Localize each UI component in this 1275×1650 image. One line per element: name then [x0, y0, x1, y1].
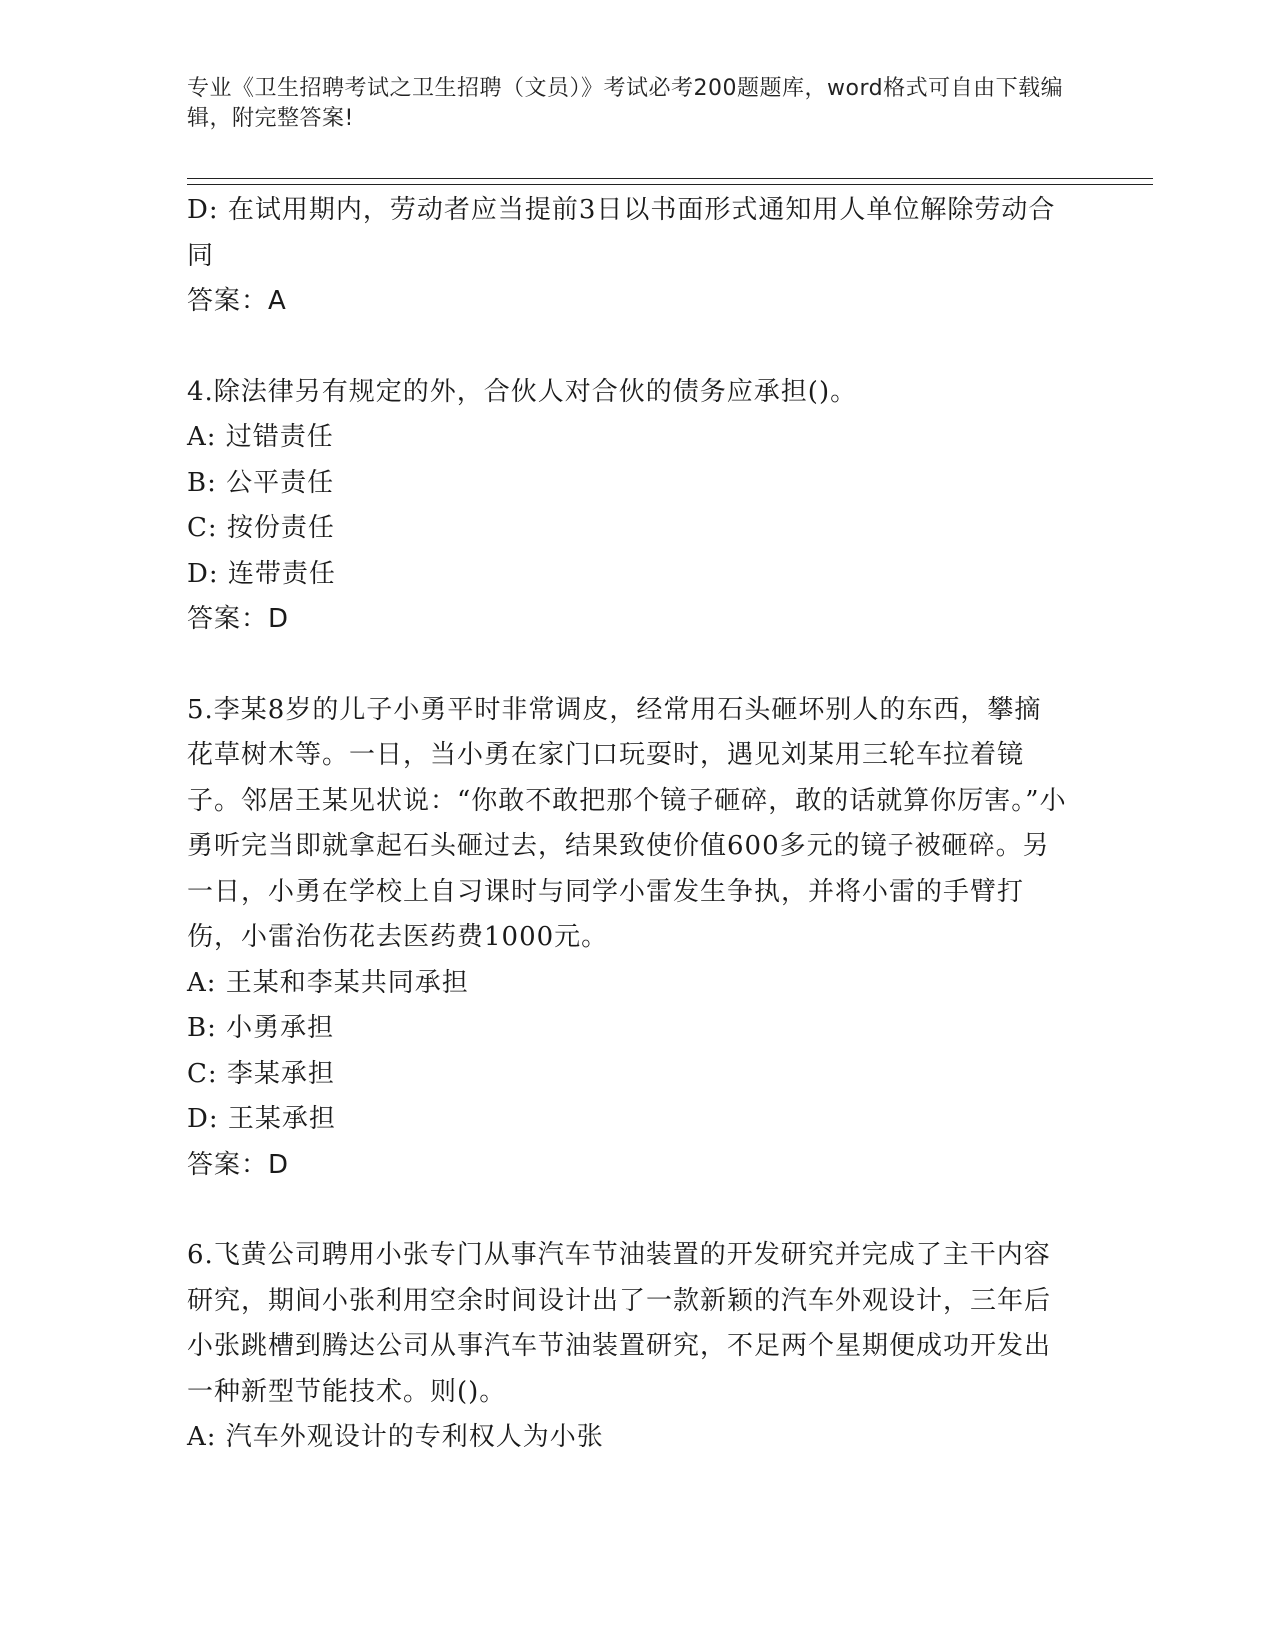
- question-stem: 4.除法律另有规定的外，合伙人对合伙的债务应承担()。: [187, 376, 858, 407]
- option-d: D: 王某承担: [187, 1104, 336, 1134]
- option-c: C: 按份责任: [187, 513, 335, 543]
- question-stem: 5.李某8岁的儿子小勇平时非常调皮，经常用石头砸坏别人的东西，攀摘花草树木等。一日，当小勇在家门口玩耍时，遇见刘某用三轮车拉着镜子。邻居王某见状说：“你敢不敢把那个镜子砸碎，敢的话就算你厉害。”小勇听完当即就拿起石头砸过去，结果致使价值600多元的镜子被砸碎。另一日，小勇在学校上自习课时与同学小雷发生争执，并将小雷的手臂打伤，小雷治伤花去医药费1000元。: [187, 694, 1067, 952]
- option-d: D: 在试用期内，劳动者应当提前3日以书面形式通知用人单位解除劳动合同: [187, 195, 1056, 271]
- question-6: [187, 1233, 1067, 1461]
- option-b: B: 公平责任: [187, 467, 335, 498]
- answer: 答案：D: [187, 604, 290, 634]
- answer: 答案：D: [187, 1149, 290, 1180]
- header-divider-top: [187, 178, 1153, 179]
- question-stem: 6.飞黄公司聘用小张专门从事汽车节油装置的开发研究并完成了主干内容研究，期间小张利用空余时间设计出了一款新颖的汽车外观设计，三年后小张跳槽到腾达公司从事汽车节油装置研究，不足两个星期便成功开发出一种新型节能技术。则()。: [187, 1240, 1052, 1407]
- document-body: [187, 188, 1067, 1461]
- spacer: [187, 325, 1067, 370]
- option-c: C: 李某承担: [187, 1058, 335, 1089]
- header-divider-bottom: [187, 184, 1153, 185]
- option-b: B: 小勇承担: [187, 1013, 335, 1043]
- option-a: A: 汽车外观设计的专利权人为小张: [187, 1422, 604, 1452]
- question-4: [187, 370, 1067, 643]
- option-a: A: 过错责任: [187, 422, 334, 452]
- answer: 答案：A: [187, 286, 287, 316]
- question-3-tail: [187, 188, 1067, 325]
- option-a: A: 王某和李某共同承担: [187, 967, 469, 998]
- question-5: [187, 688, 1067, 1189]
- page-header: [187, 74, 1087, 134]
- spacer: [187, 1188, 1067, 1233]
- spacer: [187, 643, 1067, 688]
- option-d: D: 连带责任: [187, 558, 336, 589]
- header-text: 专业《卫生招聘考试之卫生招聘（文员）》考试必考200题题库，word格式可自由下载编辑，附完整答案!: [187, 76, 1064, 131]
